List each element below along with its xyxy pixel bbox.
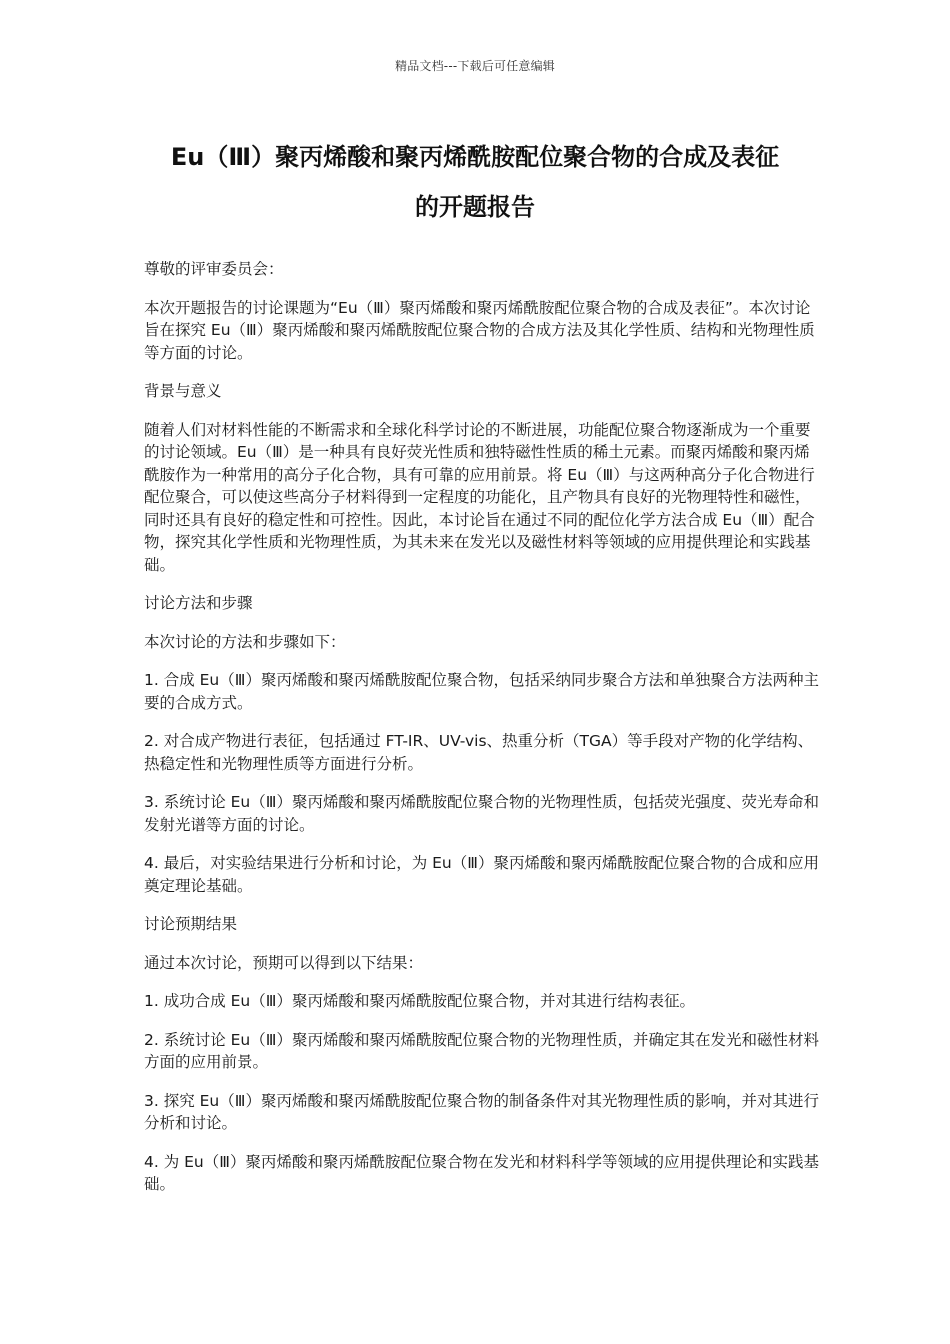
method-item: 3. 系统讨论 Eu（Ⅲ）聚丙烯酸和聚丙烯酰胺配位聚合物的光物理性质，包括荧光强度、荧光寿命和发射光谱等方面的讨论。 bbox=[144, 793, 819, 834]
greeting: 尊敬的评审委员会： bbox=[144, 260, 284, 278]
result-item: 4. 为 Eu（Ⅲ）聚丙烯酸和聚丙烯酰胺配位聚合物在发光和材料科学等领域的应用提供理论和实践基础。 bbox=[144, 1152, 819, 1193]
section-heading-results: 讨论预期结果 bbox=[144, 915, 238, 933]
results-lead: 通过本次讨论，预期可以得到以下结果： bbox=[144, 953, 424, 972]
header-note: 精品文档---下载后可任意编辑 bbox=[395, 59, 555, 73]
result-item: 1. 成功合成 Eu（Ⅲ）聚丙烯酸和聚丙烯酰胺配位聚合物，并对其进行结构表征。 bbox=[144, 992, 695, 1010]
background-paragraph: 随着人们对材料性能的不断需求和全球化科学讨论的不断进展，功能配位聚合物逐渐成为一个重要的讨论领域。Eu（Ⅲ）是一种具有良好荧光性质和独特磁性性质的稀土元素。而聚丙烯酸和聚丙烯酰胺作为一种常用的高分子化合物，具有可靠的应用前景。将 Eu（Ⅲ）与这两种高分子化合物进行配位聚合，可以使这些高分子材料得到一定程度的功能化，且产物具有良好的光物理特性和磁性，同时还具有良好的稳定性和可控性。因此，本讨论旨在通过不同的配位化学方法合成 Eu（Ⅲ）配合物，探究其化学性质和光物理性质，为其未来在发光以及磁性材料等领域的应用提供理论和实践基础。 bbox=[144, 420, 815, 574]
section-heading-methods: 讨论方法和步骤 bbox=[144, 594, 253, 612]
section-heading-background: 背景与意义 bbox=[144, 382, 222, 400]
result-item: 3. 探究 Eu（Ⅲ）聚丙烯酸和聚丙烯酰胺配位聚合物的制备条件对其光物理性质的影响，并对其进行分析和讨论。 bbox=[144, 1091, 819, 1132]
title-line-2: 的开题报告 bbox=[415, 193, 535, 221]
methods-lead: 本次讨论的方法和步骤如下： bbox=[144, 632, 346, 651]
method-item: 4. 最后，对实验结果进行分析和讨论，为 Eu（Ⅲ）聚丙烯酸和聚丙烯酰胺配位聚合物的合成和应用奠定理论基础。 bbox=[144, 854, 819, 895]
document-body bbox=[144, 258, 819, 1212]
method-item: 2. 对合成产物进行表征，包括通过 FT-IR、UV-vis、热重分析（TGA）等手段对产物的化学结构、热稳定性和光物理性质等方面进行分析。 bbox=[144, 732, 814, 773]
method-item: 1. 合成 Eu（Ⅲ）聚丙烯酸和聚丙烯酰胺配位聚合物，包括采纳同步聚合方法和单独聚合方法两种主要的合成方式。 bbox=[144, 671, 819, 712]
result-item: 2. 系统讨论 Eu（Ⅲ）聚丙烯酸和聚丙烯酰胺配位聚合物的光物理性质，并确定其在发光和磁性材料方面的应用前景。 bbox=[144, 1030, 819, 1071]
title-line-1: Eu（Ⅲ）聚丙烯酸和聚丙烯酰胺配位聚合物的合成及表征 bbox=[170, 143, 780, 171]
document-title bbox=[120, 132, 830, 232]
intro-paragraph: 本次开题报告的讨论课题为“Eu（Ⅲ）聚丙烯酸和聚丙烯酰胺配位聚合物的合成及表征”。本次讨论旨在探究 Eu（Ⅲ）聚丙烯酸和聚丙烯酰胺配位聚合物的合成方法及其化学性质、结构和光物理性质等方面的讨论。 bbox=[144, 298, 815, 362]
